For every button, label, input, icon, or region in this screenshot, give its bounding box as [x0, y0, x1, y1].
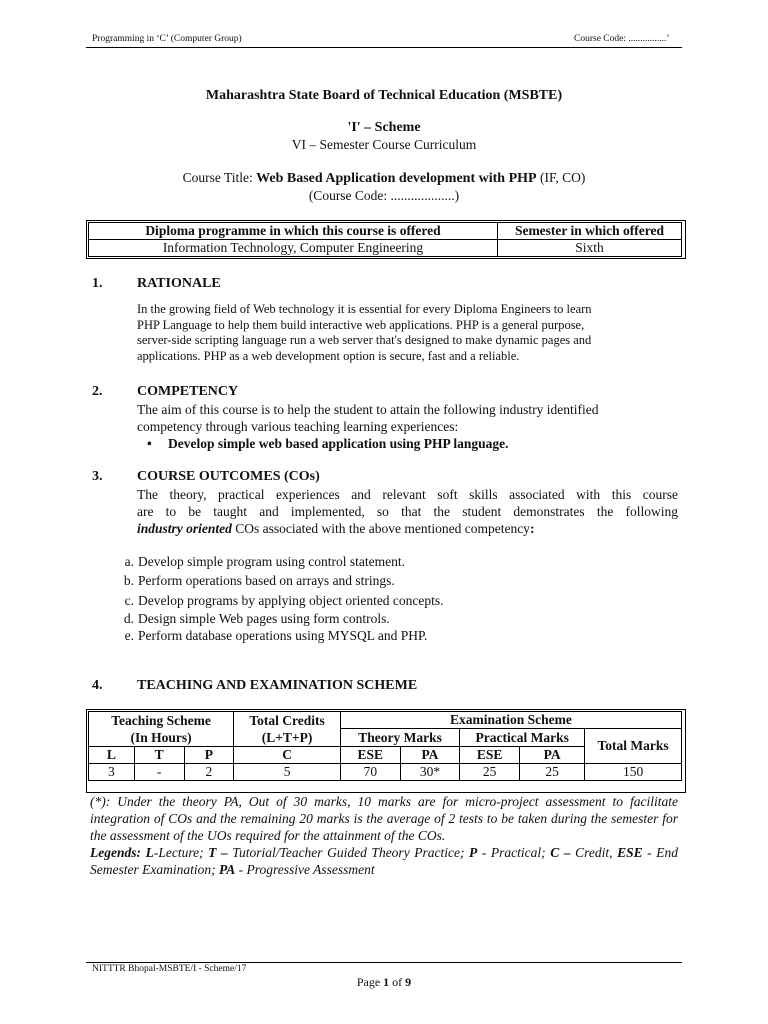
offer-table	[88, 222, 682, 257]
legend-key: P	[469, 845, 478, 860]
course-title: Web Based Application development with PHP	[256, 171, 537, 186]
rationale-line: PHP Language to help them build interactive web applications. PHP is a general purpose,	[137, 317, 585, 332]
total-credits-header	[234, 712, 341, 747]
examination-scheme-header: Examination Scheme	[340, 712, 681, 729]
legend-text: Credit,	[570, 845, 618, 860]
legend-key: ESE	[617, 845, 643, 860]
in-hours-label: (In Hours)	[130, 730, 192, 745]
scheme-title: 'I' – Scheme	[347, 120, 421, 135]
section-title-rationale: RATIONALE	[137, 276, 221, 291]
legend-text: - Progressive Assessment	[235, 862, 375, 877]
competency-bullet-icon: •	[147, 436, 152, 451]
offer-header-programme: Diploma programme in which this course is offered	[89, 223, 498, 240]
footer-left: NITTTR Bhopal-MSBTE/I - Scheme/17	[92, 964, 247, 974]
legend-key: PA	[218, 862, 236, 877]
theory-marks-header: Theory Marks	[340, 729, 459, 747]
outcomes-line: The theory, practical experiences and relevant soft skills associated with this course	[137, 487, 678, 502]
list-item-text: Develop programs by applying object oriented concepts.	[138, 593, 444, 608]
value-l: 3	[89, 764, 135, 781]
list-item-text: Perform operations based on arrays and strings.	[138, 573, 395, 588]
running-header-left: Programming in ‘C’ (Computer Group)	[92, 34, 242, 44]
legend-key: C –	[550, 845, 571, 860]
page-total: 9	[405, 975, 412, 989]
course-code-line: (Course Code: ...................)	[308, 188, 460, 203]
section-title-scheme: TEACHING AND EXAMINATION SCHEME	[137, 678, 418, 693]
offer-cell-semester: Sixth	[498, 240, 682, 257]
scheme-table	[88, 711, 682, 781]
running-header-right: Course Code: ................’	[574, 34, 670, 44]
outcomes-paragraph	[137, 486, 678, 537]
rationale-paragraph	[137, 302, 678, 364]
value-theory-ese: 70	[340, 764, 400, 781]
page-number	[86, 975, 682, 990]
teaching-scheme-header	[89, 712, 234, 747]
list-item-text: Perform database operations using MYSQL and PHP.	[138, 628, 428, 643]
sub-header-l: L	[89, 747, 135, 764]
total-credits-label: Total Credits	[249, 713, 325, 728]
value-practical-ese: 25	[460, 764, 520, 781]
list-item-label: b.	[123, 573, 134, 588]
section-number-competency: 2.	[92, 384, 103, 399]
sub-header-practical-pa: PA	[520, 747, 585, 764]
practical-marks-header: Practical Marks	[460, 729, 585, 747]
legend-text: - End Semester Examination;	[90, 845, 678, 877]
legends-label: Legends:	[90, 845, 141, 860]
legend-text: - Practical;	[477, 845, 551, 860]
competency-bullet-text: Develop simple web based application using PHP language.	[168, 436, 509, 451]
value-practical-pa: 25	[520, 764, 585, 781]
board-title: Maharashtra State Board of Technical Education (MSBTE)	[205, 88, 563, 103]
value-c: 5	[234, 764, 341, 781]
outcomes-line	[137, 520, 678, 537]
offer-cell-programme: Information Technology, Computer Engineering	[89, 240, 498, 257]
rationale-line: In the growing field of Web technology it is essential for every Diploma Engineers to learn	[137, 302, 592, 316]
sub-header-theory-ese: ESE	[340, 747, 400, 764]
competency-paragraph	[137, 401, 678, 435]
legend-key: T –	[208, 845, 228, 860]
legend-text: -Lecture;	[153, 845, 209, 860]
offer-header-semester: Semester in which offered	[498, 223, 682, 240]
outcomes-colon: :	[529, 521, 535, 536]
rationale-line: applications. PHP as a web development option is secure, fast and a reliable.	[137, 348, 520, 363]
course-title-suffix: (IF, CO)	[536, 170, 586, 185]
rationale-line: server-side scripting language run a web server that's designed to make dynamic pages and	[137, 333, 592, 347]
section-number-scheme: 4.	[92, 678, 103, 693]
outcomes-emphasis: industry oriented	[137, 521, 232, 536]
value-t: -	[134, 764, 184, 781]
competency-line: competency through various teaching learning experiences:	[137, 419, 459, 434]
list-item-label: e.	[124, 628, 134, 643]
outcomes-line-rest: COs associated with the above mentioned competency	[231, 521, 530, 536]
section-number-rationale: 1.	[92, 276, 103, 291]
value-p: 2	[184, 764, 234, 781]
sub-header-theory-pa: PA	[400, 747, 460, 764]
legends	[90, 844, 678, 878]
sub-header-practical-ese: ESE	[460, 747, 520, 764]
page-of: of	[389, 975, 406, 989]
legend-text: Tutorial/Teacher Guided Theory Practice;	[227, 845, 470, 860]
course-title-prefix: Course Title:	[182, 170, 257, 185]
page-current: 1	[383, 975, 390, 989]
legend-key: L	[145, 845, 154, 860]
section-number-outcomes: 3.	[92, 469, 103, 484]
list-item-label: a.	[124, 554, 134, 569]
sub-header-p: P	[184, 747, 234, 764]
header-rule	[86, 47, 682, 48]
value-theory-pa: 30*	[400, 764, 460, 781]
list-item-label: d.	[123, 611, 134, 626]
section-title-competency: COMPETENCY	[137, 384, 239, 399]
curriculum-title: VI – Semester Course Curriculum	[291, 137, 477, 152]
total-marks-header: Total Marks	[585, 729, 682, 764]
outcomes-line: are to be taught and implemented, so that the student demonstrates the following	[137, 504, 678, 519]
course-title-line	[86, 170, 682, 187]
ltp-label: (L+T+P)	[261, 730, 313, 745]
footnote: (*): Under the theory PA, Out of 30 marks, 10 marks are for micro-project assessment to facilitate integration of COs and the remaining 20 marks is the average of 2 tests to be taken during the semester for the assessment of the UOs required for the attainment of the COs.	[90, 794, 678, 843]
competency-line: The aim of this course is to help the student to attain the following industry identified	[137, 402, 599, 417]
value-total-marks: 150	[585, 764, 682, 781]
sub-header-c: C	[234, 747, 341, 764]
list-item-text: Design simple Web pages using form controls.	[138, 611, 390, 626]
section-title-outcomes: COURSE OUTCOMES (COs)	[137, 469, 320, 484]
teaching-scheme-label: Teaching Scheme	[111, 713, 211, 728]
list-item-text: Develop simple program using control statement.	[138, 554, 405, 569]
footer-rule	[86, 962, 682, 963]
list-item-label: c.	[124, 593, 134, 608]
sub-header-t: T	[134, 747, 184, 764]
page-prefix: Page	[356, 975, 384, 989]
